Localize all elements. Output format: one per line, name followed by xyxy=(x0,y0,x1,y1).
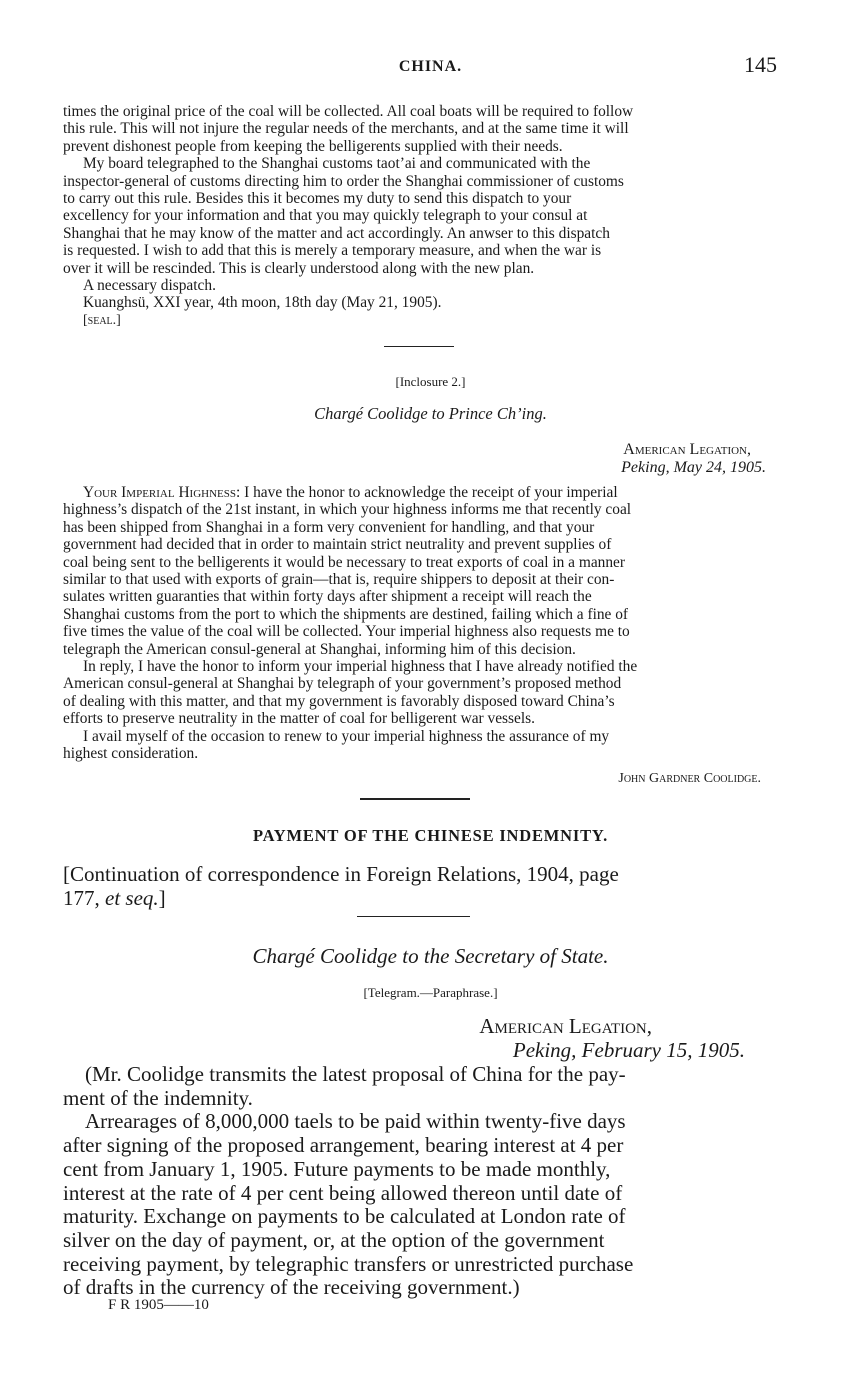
paragraph xyxy=(63,155,776,277)
text-line: Shanghai that he may know of the matter and act accordingly. An anwser to this dispatch xyxy=(63,224,610,242)
paragraph xyxy=(63,728,776,763)
paragraph xyxy=(63,1110,769,1300)
text-segment: 177, xyxy=(63,885,105,910)
text-line: Arrearages of 8,000,000 taels to be paid within twenty-five days xyxy=(85,1109,626,1134)
text-line: excellency for your information and that you may quickly telegraph to your consul at xyxy=(63,207,588,225)
text-line: is requested. I wish to add that this is merely a temporary measure, and when the war is xyxy=(63,242,602,260)
text-line xyxy=(63,887,769,911)
text-line: (Mr. Coolidge transmits the latest proposal of China for the pay- xyxy=(85,1062,626,1086)
inclosure-title: Chargé Coolidge to Prince Ch’ing. xyxy=(314,404,547,423)
text-line: prevent dishonest people from keeping the belligerents supplied with their needs. xyxy=(63,137,563,155)
text-line: of drafts in the currency of the receiving government.) xyxy=(63,1275,520,1300)
text-line: ment of the indemnity. xyxy=(63,1085,253,1110)
text-line: My board telegraphed to the Shanghai customs taot’ai and communicated with the xyxy=(83,155,591,173)
paragraph xyxy=(63,863,769,910)
text-line: coal being sent to the belligerents it would be necessary to treat exports of coal in a manner xyxy=(63,553,625,571)
text-line: five times the value of the coal will be collected. Your imperial highness also requests me to xyxy=(63,623,630,641)
text-line: of dealing with this matter, and that my government is favorably disposed toward China’s xyxy=(63,692,615,710)
text-line: [Continuation of correspondence in Foreign Relations, 1904, page xyxy=(63,862,619,886)
inclosure-label: [Inclosure 2.] xyxy=(395,374,466,389)
running-head: CHINA. xyxy=(398,58,463,75)
section-heading: PAYMENT OF THE CHINESE INDEMNITY. xyxy=(252,826,609,845)
telegram-place: American Legation, xyxy=(479,1014,652,1038)
date-line: Kuanghsü, XXI year, 4th moon, 18th day (May 21, 1905). xyxy=(83,294,442,312)
text-line: sulates written guaranties that within forty days after shipment a receipt will reach the xyxy=(63,588,592,606)
inclosure-letter xyxy=(63,484,776,763)
signature-mark: F R 1905——10 xyxy=(108,1297,209,1313)
text-line: has been shipped from Shanghai in a form very convenient for handling, and that your xyxy=(63,518,595,536)
telegram-title: Chargé Coolidge to the Secretary of State. xyxy=(252,944,609,968)
text-line: efforts to preserve neutrality in the matter of coal for belligerent war vessels. xyxy=(63,710,535,728)
text-line xyxy=(63,484,776,501)
inclosure-date: Peking, May 24, 1905. xyxy=(621,459,766,476)
text-line: receiving payment, by telegraphic transfers or unrestricted purchase xyxy=(63,1251,634,1276)
inclosure-place: American Legation, xyxy=(623,441,751,458)
text-line: telegraph the American consul-general at Shanghai, informing him of this decision. xyxy=(63,640,576,658)
telegram-date: Peking, February 15, 1905. xyxy=(512,1038,745,1062)
text-line: over it will be rescinded. This is clearly understood along with the new plan. xyxy=(63,259,535,277)
dispatch-continuation xyxy=(63,103,776,329)
paragraph xyxy=(63,484,776,658)
text-line: In reply, I have the honor to inform your imperial highness that I have already notified the xyxy=(83,658,638,676)
text-line: similar to that used with exports of grain—that is, require shippers to deposit at their con- xyxy=(63,571,615,589)
divider xyxy=(384,346,454,347)
text-line: silver on the day of payment, or, at the option of the government xyxy=(63,1227,605,1252)
text-line: this rule. This will not injure the regular needs of the merchants, and at the same time it will xyxy=(63,120,629,138)
text-line: government had decided that in order to maintain strict neutrality and prevent supplies of xyxy=(63,536,612,554)
divider xyxy=(360,798,470,800)
text-line: maturity. Exchange on payments to be calculated at London rate of xyxy=(63,1204,626,1229)
text-line: cent from January 1, 1905. Future payments to be made monthly, xyxy=(63,1156,611,1181)
paragraph xyxy=(63,658,776,728)
divider xyxy=(357,916,470,917)
text-segment: et seq. xyxy=(105,885,159,910)
text-line: interest at the rate of 4 per cent being allowed thereon until date of xyxy=(63,1180,623,1205)
telegram-label: [Telegram.—Paraphrase.] xyxy=(363,985,498,1000)
paragraph xyxy=(63,103,776,155)
text-segment: I have the honor to acknowledge the receipt of your imperial xyxy=(240,484,618,501)
text-line: inspector-general of customs directing him to order the Shanghai commissioner of customs xyxy=(63,172,624,190)
seal-mark: [seal.] xyxy=(83,312,121,328)
text-line: I avail myself of the occasion to renew to your imperial highness the assurance of my xyxy=(83,727,610,745)
signature: John Gardner Coolidge. xyxy=(618,771,761,786)
text-line: American consul-general at Shanghai by telegraph of your government’s proposed method xyxy=(63,675,622,693)
paragraph xyxy=(63,1063,769,1110)
continuation-note xyxy=(63,863,769,910)
telegram-body xyxy=(63,1063,769,1300)
text-line: to carry out this rule. Besides this it becomes my duty to send this dispatch to your xyxy=(63,190,572,208)
text-segment: ] xyxy=(158,885,166,910)
page-number: 145 xyxy=(744,52,777,77)
text-line: highest consideration. xyxy=(63,745,199,763)
salutation: Your Imperial Highness: xyxy=(83,484,241,501)
text-line: highness’s dispatch of the 21st instant, in which your highness informs me that recently coal xyxy=(63,501,632,519)
text-line: times the original price of the coal will be collected. All coal boats will be required to follow xyxy=(63,103,634,120)
text-line: Shanghai customs from the port to which the shipments are destined, failing which a fine of xyxy=(63,605,629,623)
closing-line: A necessary dispatch. xyxy=(83,277,216,295)
text-line: after signing of the proposed arrangement, bearing interest at 4 per xyxy=(63,1133,624,1158)
